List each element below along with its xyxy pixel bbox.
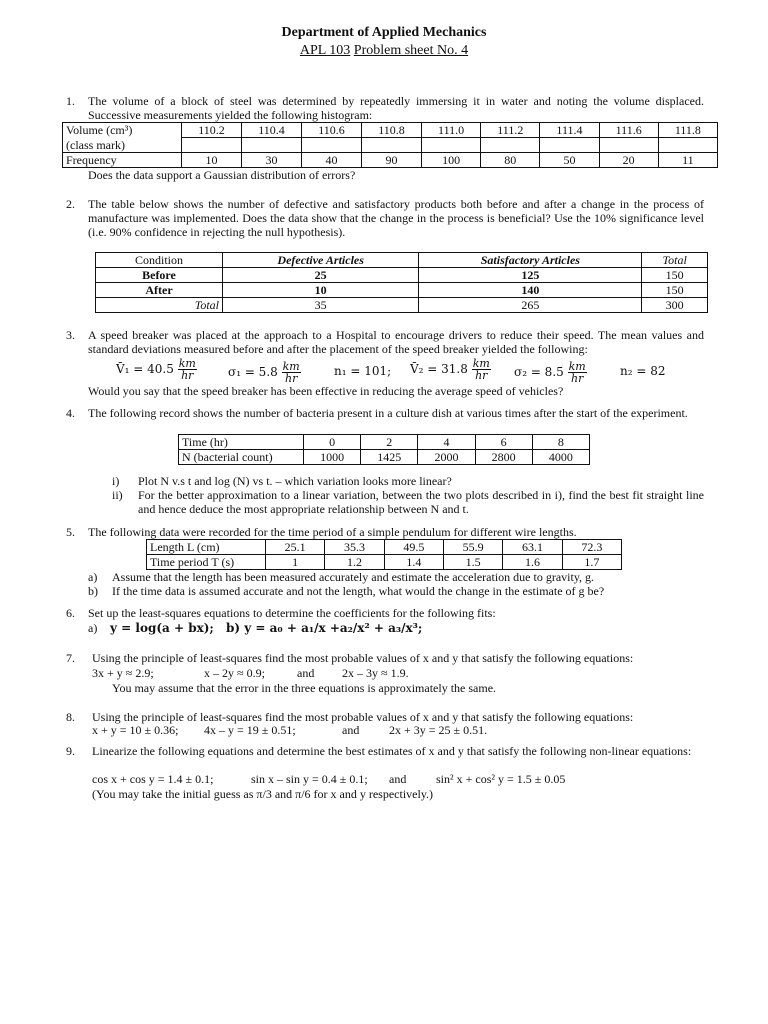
q5-length-cell: 72.3 — [562, 540, 621, 555]
q2-cell: 125 — [419, 268, 642, 283]
q9-and: and — [389, 772, 407, 786]
q2-row-label: Total — [96, 298, 223, 313]
q5-period-cell: 1.5 — [443, 555, 502, 570]
q9-note: (You may take the initial guess as π/3 and π/6 for x and y respectively.) — [92, 787, 434, 801]
q5-period-cell: 1.7 — [562, 555, 621, 570]
q4-time-cell: 4 — [418, 435, 475, 450]
q2-header: Total — [642, 253, 708, 268]
q2-cell: 140 — [419, 283, 642, 298]
q8-number: 8. — [66, 710, 75, 724]
q1-frequency-cell: 10 — [182, 153, 242, 168]
q6-number: 6. — [66, 606, 75, 620]
q5-length-cell: 55.9 — [443, 540, 502, 555]
q5-b-number: b) — [88, 584, 98, 598]
q4-sub-ii-text: For the better approximation to a linear variation, between the two plots described in i), find the best fit straight line and hence deduce the most appropriate relationship between N and t. — [138, 488, 704, 516]
q1-table — [62, 122, 718, 168]
q8-eq1: x + y = 10 ± 0.36; — [92, 723, 179, 737]
q1-frequency-label: Frequency — [63, 153, 182, 168]
q9-eq1: cos x + cos y = 1.4 ± 0.1; — [92, 772, 214, 786]
q2-cell: 35 — [223, 298, 419, 313]
q5-period-cell: 1.6 — [503, 555, 562, 570]
q5-length-cell: 63.1 — [503, 540, 562, 555]
q1-frequency-cell: 30 — [242, 153, 302, 168]
q1-number: 1. — [66, 94, 75, 108]
q1-frequency-cell: 80 — [481, 153, 540, 168]
q6-text: Set up the least-squares equations to determine the coefficients for the following fits: — [88, 606, 496, 620]
q1-frequency-cell: 40 — [302, 153, 362, 168]
q2-row-label: Before — [96, 268, 223, 283]
q2-cell: 265 — [419, 298, 642, 313]
q2-row-label: After — [96, 283, 223, 298]
q3-n2: n₂ = 82 — [620, 364, 666, 378]
q4-count-cell: 2800 — [475, 450, 532, 465]
q4-count-cell: 1425 — [361, 450, 418, 465]
q1-question: Does the data support a Gaussian distribution of errors? — [88, 168, 356, 182]
q5-length-cell: 35.3 — [325, 540, 384, 555]
q1-volume-cell: 111.4 — [540, 123, 599, 138]
q1-volume-cell: 110.6 — [302, 123, 362, 138]
q7-and: and — [297, 666, 315, 680]
q5-text: The following data were recorded for the time period of a simple pendulum for different wire lengths. — [88, 525, 577, 539]
q2-text: The table below shows the number of defective and satisfactory products both before and after a change in the process of manufacture was implemented. Does the data show that the change in the process is beneficial? Use the 10% significance level (i.e. 90% confidence in rejecting the null hypothesis). — [88, 197, 704, 239]
q1-frequency-cell: 100 — [422, 153, 481, 168]
q6-a-equation: y = log(a + bx); — [110, 621, 214, 635]
q1-volume-cell: 110.2 — [182, 123, 242, 138]
q4-sub-i-number: i) — [112, 474, 120, 488]
q3-v1: V̄₁ = 40.5 $\frac{km}{hr}$ — [116, 357, 196, 382]
q5-a-text: Assume that the length has been measured accurately and estimate the acceleration due to gravity, g. — [112, 570, 595, 584]
q4-sub-ii-number: ii) — [112, 488, 123, 502]
q5-length-cell: 49.5 — [384, 540, 443, 555]
q2-cell: 150 — [642, 283, 708, 298]
q7-text: Using the principle of least-squares find the most probable values of x and y that satisfy the following equations: — [92, 651, 634, 665]
q1-volume-cell: 111.0 — [422, 123, 481, 138]
q9-number: 9. — [66, 744, 75, 758]
q5-period-cell: 1.4 — [384, 555, 443, 570]
q1-text: The volume of a block of steel was determined by repeatedly immersing it in water and noting the volume displaced. Successive measurements yielded the following histogram: — [88, 94, 704, 122]
q3-n1: n₁ = 101; — [334, 364, 392, 378]
q3-s2: σ₂ = 8.5 $\frac{km}{hr}$ — [514, 360, 586, 385]
q2-table — [95, 252, 708, 313]
q8-text: Using the principle of least-squares find the most probable values of x and y that satisfy the following equations: — [92, 710, 634, 724]
q4-time-cell: 2 — [361, 435, 418, 450]
q9-eq2: sin x – sin y = 0.4 ± 0.1; — [251, 772, 368, 786]
q9-eq3: sin² x + cos² y = 1.5 ± 0.05 — [436, 772, 566, 786]
q5-period-cell: 1 — [266, 555, 325, 570]
q6-b-equation: b) y = a₀ + a₁/x +a₂/x² + a₃/x³; — [226, 621, 423, 635]
q1-volume-cell: 110.4 — [242, 123, 302, 138]
q5-length-label: Length L (cm) — [147, 540, 266, 555]
q3-text: A speed breaker was placed at the approach to a Hospital to encourage drivers to reduce their speed. The mean values and standard deviations measured before and after the placement of the speed breaker yielded the following: — [88, 328, 704, 356]
q4-count-cell: 1000 — [304, 450, 361, 465]
sheet-title — [0, 44, 768, 58]
q2-cell: 300 — [642, 298, 708, 313]
q2-header: Satisfactory Articles — [419, 253, 642, 268]
q3-number: 3. — [66, 328, 75, 342]
q5-period-cell: 1.2 — [325, 555, 384, 570]
q4-time-label: Time (hr) — [179, 435, 304, 450]
q2-cell: 25 — [223, 268, 419, 283]
q5-length-cell: 25.1 — [266, 540, 325, 555]
q3-v2: V̄₂ = 31.8 $\frac{km}{hr}$ — [410, 357, 490, 382]
q4-time-cell: 0 — [304, 435, 361, 450]
q1-frequency-cell: 50 — [540, 153, 599, 168]
q4-sub-i-text: Plot N v.s t and log (N) vs t. – which variation looks more linear? — [138, 474, 452, 488]
q1-volume-cell: 110.8 — [362, 123, 422, 138]
q4-count-label: N (bacterial count) — [179, 450, 304, 465]
course-code: APL 103 — [299, 43, 351, 58]
q7-eq2: x – 2y ≈ 0.9; — [204, 666, 265, 680]
q4-number: 4. — [66, 406, 75, 420]
q8-and: and — [342, 723, 360, 737]
q5-period-label: Time period T (s) — [147, 555, 266, 570]
q6-a-number: a) — [88, 621, 98, 635]
q5-table — [146, 539, 622, 570]
q4-count-cell: 4000 — [532, 450, 589, 465]
q4-count-cell: 2000 — [418, 450, 475, 465]
q1-volume-cell: 111.6 — [599, 123, 658, 138]
q1-volume-cell: 111.8 — [658, 123, 717, 138]
q5-a-number: a) — [88, 570, 98, 584]
q9-text: Linearize the following equations and determine the best estimates of x and y that satisfy the following non-linear equations: — [92, 744, 692, 758]
q2-number: 2. — [66, 197, 75, 211]
q7-number: 7. — [66, 651, 75, 665]
q1-frequency-cell: 20 — [599, 153, 658, 168]
q2-cell: 10 — [223, 283, 419, 298]
q2-header: Condition — [96, 253, 223, 268]
q1-frequency-cell: 11 — [658, 153, 717, 168]
q1-volume-label: Volume (cm³) — [63, 123, 182, 138]
q2-cell: 150 — [642, 268, 708, 283]
q7-eq3: 2x – 3y ≈ 1.9. — [342, 666, 409, 680]
q1-class-mark-label: (class mark) — [63, 138, 182, 153]
q5-number: 5. — [66, 525, 75, 539]
sheet-name: Problem sheet No. 4 — [353, 43, 469, 58]
q7-note: You may assume that the error in the three equations is approximately the same. — [112, 681, 497, 695]
q8-eq2: 4x – y = 19 ± 0.51; — [204, 723, 296, 737]
q3-s1: σ₁ = 5.8 $\frac{km}{hr}$ — [228, 360, 300, 385]
q3-question: Would you say that the speed breaker has been effective in reducing the average speed of vehicles? — [88, 384, 564, 398]
q7-eq1: 3x + y ≈ 2.9; — [92, 666, 154, 680]
q1-frequency-cell: 90 — [362, 153, 422, 168]
q4-time-cell: 8 — [532, 435, 589, 450]
q4-text: The following record shows the number of bacteria present in a culture dish at various times after the start of the experiment. — [88, 406, 688, 420]
department-title: Department of Applied Mechanics — [281, 25, 487, 40]
q8-eq3: 2x + 3y = 25 ± 0.51. — [389, 723, 488, 737]
q4-table — [178, 434, 590, 465]
q2-header: Defective Articles — [223, 253, 419, 268]
q4-time-cell: 6 — [475, 435, 532, 450]
q1-volume-cell: 111.2 — [481, 123, 540, 138]
q5-b-text: If the time data is assumed accurate and not the length, what would the change in the estimate of g be? — [112, 584, 605, 598]
